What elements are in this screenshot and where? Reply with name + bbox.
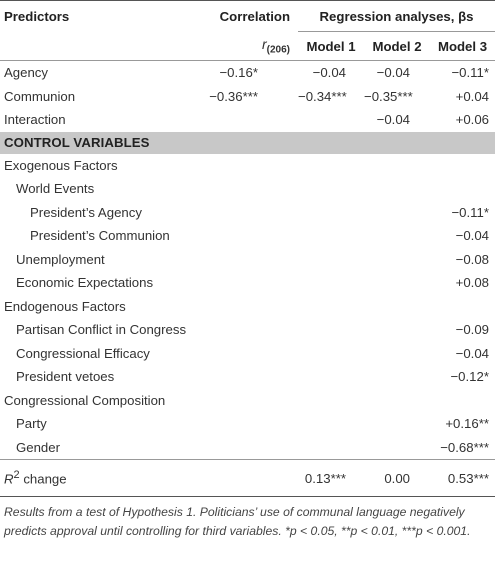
- table-row: Unemployment −0.08: [16, 251, 489, 267]
- section-header-control-variables: CONTROL VARIABLES: [0, 132, 495, 154]
- table-row: President’s Agency −0.11*: [30, 204, 489, 220]
- model-1-header: Model 1: [306, 38, 356, 54]
- model-2-header: Model 2: [372, 38, 422, 54]
- table-row: Communion −0.36*** −0.34*** −0.35*** +0.04: [4, 88, 489, 104]
- r-squared-label: $R^2$ change: [0, 460, 190, 497]
- table-row: Congressional Composition: [4, 392, 166, 408]
- r-squared-change-row: $R^2$ change 0.13*** 0.00 0.53***: [0, 460, 495, 497]
- table-row: Partisan Conflict in Congress −0.09: [16, 322, 489, 338]
- table-row: Exogenous Factors: [4, 157, 118, 173]
- r-subscript: (206): [266, 44, 290, 56]
- table-row: World Events: [16, 181, 95, 197]
- table-row: Economic Expectations +0.08: [16, 275, 489, 291]
- header-row-2: [0, 32, 495, 61]
- table-row: Congressional Efficacy −0.04: [16, 345, 489, 361]
- table-row: President’s Communion −0.04: [30, 228, 489, 244]
- regression-header: Regression analyses, βs: [298, 1, 495, 32]
- r-symbol-header: [190, 32, 298, 61]
- table-row: Agency −0.16* −0.04 −0.04 −0.11*: [0, 61, 495, 85]
- predictors-header: Predictors: [4, 8, 70, 24]
- table-row: Endogenous Factors: [4, 298, 126, 314]
- correlation-header: Correlation: [219, 8, 290, 24]
- r-symbol: r: [261, 35, 267, 52]
- model-3-header: Model 3: [437, 38, 488, 54]
- table-row: Interaction −0.04 +0.06: [4, 112, 489, 128]
- table-footnote: Results from a test of Hypothesis 1. Politicians’ use of communal language negatively predicts approval until controlling for third variables. *p < 0.05, **p < 0.01, ***p < 0.001.: [4, 505, 471, 538]
- header-row-1: [0, 1, 495, 32]
- table-row: Gender −0.68***: [16, 439, 489, 455]
- table-row: Party +0.16**: [16, 416, 489, 432]
- table-row: President vetoes −0.12*: [16, 369, 489, 385]
